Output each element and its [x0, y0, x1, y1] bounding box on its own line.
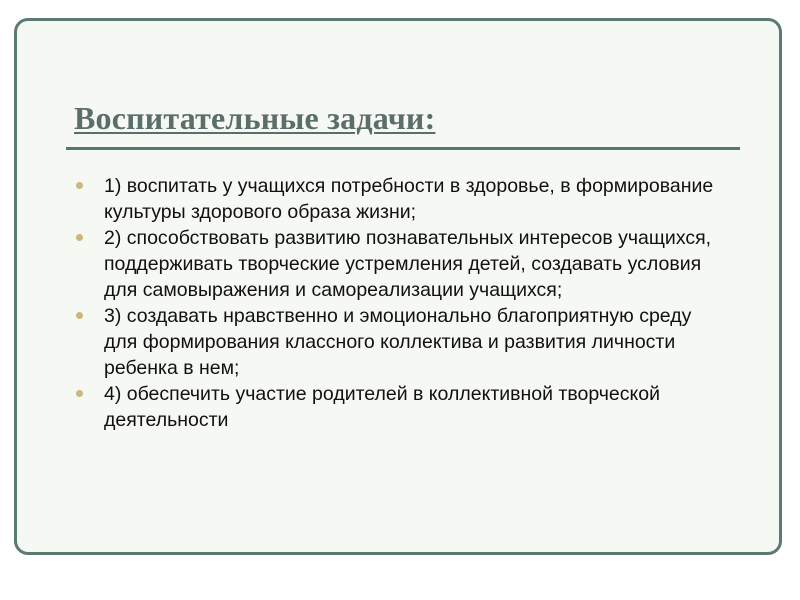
bullet-text: 4) обеспечить участие родителей в коллективной творческой деятельности: [104, 383, 661, 431]
bullet-text: 2) способствовать развитию познавательных интересов учащихся, поддерживать творческие устремления детей, создавать условия для самовыражения и самореализации учащихся;: [104, 227, 712, 301]
bullet-item: [76, 225, 716, 303]
bullet-item: [76, 381, 716, 433]
slide-title-colon: :: [424, 100, 436, 136]
bullet-text: 1) воспитать у учащихся потребности в здоровье, в формирование культуры здорового образа жизни;: [104, 175, 714, 223]
bullet-dot-icon: [76, 234, 83, 241]
bullet-item: [76, 303, 716, 381]
bullet-item: [76, 173, 716, 225]
slide-title: [74, 100, 435, 137]
bullet-dot-icon: [76, 312, 83, 319]
title-divider: [66, 147, 740, 150]
bullet-dot-icon: [76, 390, 83, 397]
bullet-dot-icon: [76, 182, 83, 189]
bullet-text: 3) создавать нравственно и эмоционально благоприятную среду для формирования классного коллектива и развития личности ребенка в нем;: [104, 305, 692, 379]
slide-title-text: Воспитательные задачи: [74, 100, 425, 136]
bullet-list: [76, 173, 716, 433]
